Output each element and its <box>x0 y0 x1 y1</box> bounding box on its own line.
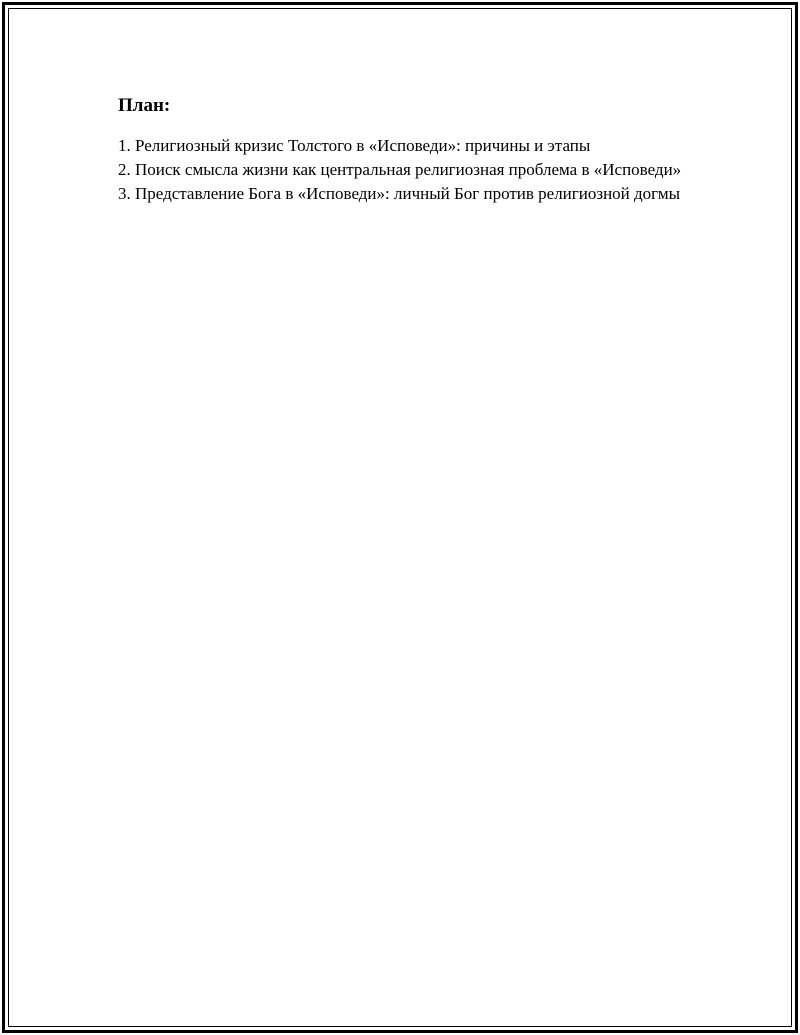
plan-list <box>118 134 698 206</box>
plan-item-2: 2. Поиск смысла жизни как центральная религиозная проблема в «Исповеди» <box>118 160 682 179</box>
plan-item-3: 3. Представление Бога в «Исповеди»: личный Бог против религиозной догмы <box>118 184 681 203</box>
plan-item-1: 1. Религиозный кризис Толстого в «Исповеди»: причины и этапы <box>118 136 591 155</box>
document-content <box>118 92 698 206</box>
plan-heading: План: <box>118 95 171 116</box>
